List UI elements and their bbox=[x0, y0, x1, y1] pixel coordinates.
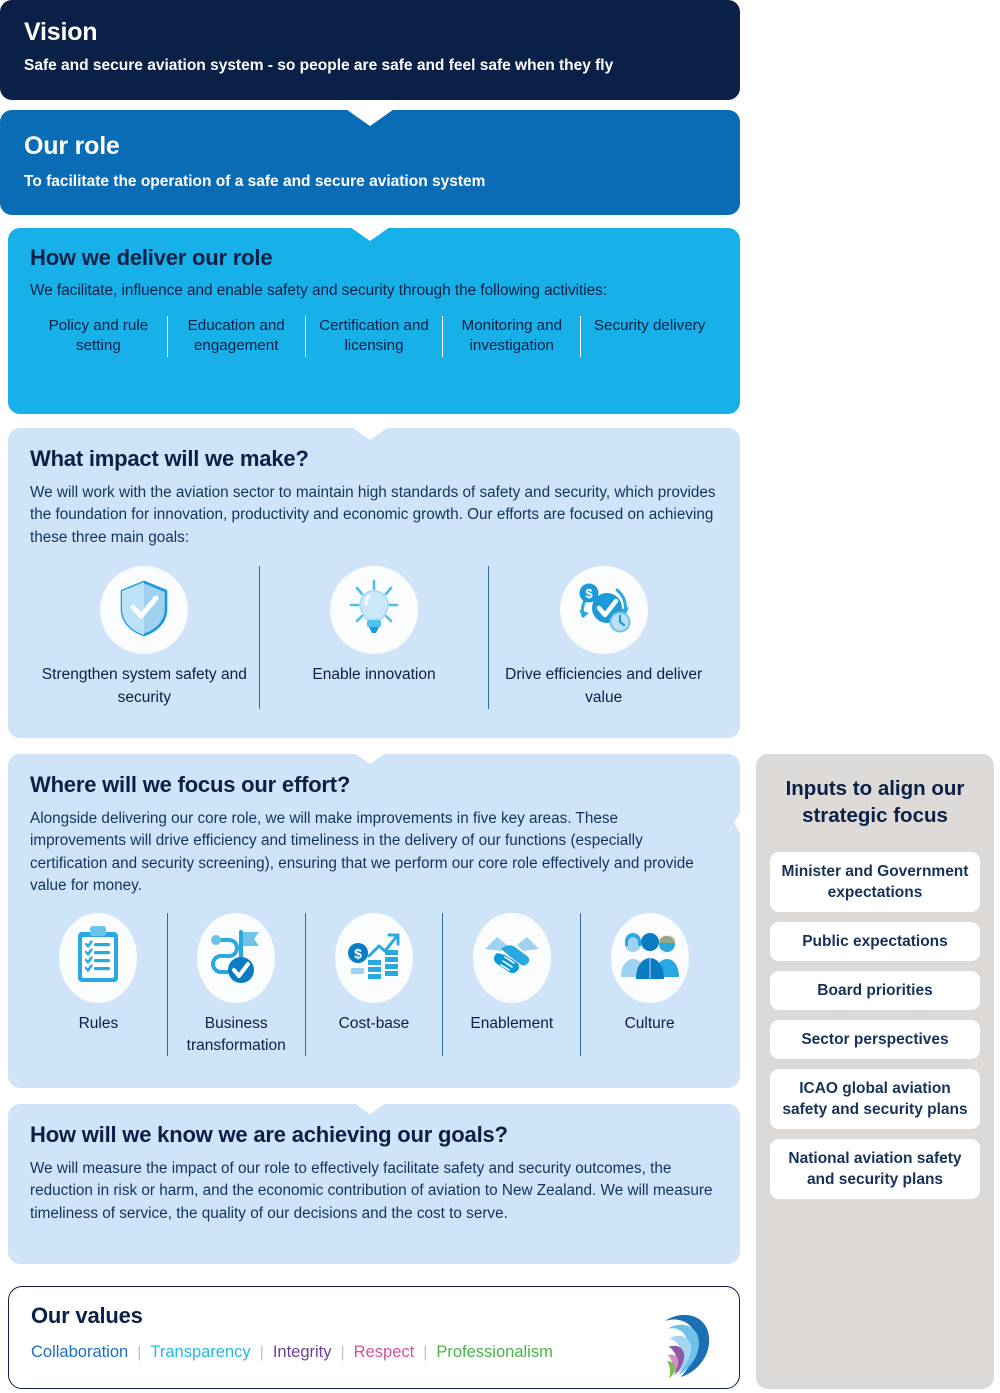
value-item: Collaboration bbox=[31, 1343, 129, 1361]
focus-area-label: Business transformation bbox=[186, 1014, 286, 1054]
vision-card bbox=[0, 0, 740, 100]
people-group-icon bbox=[619, 927, 681, 988]
our-role-title: Our role bbox=[24, 132, 120, 160]
input-chip: National aviation safety and security plans bbox=[770, 1139, 980, 1199]
input-chip: Sector perspectives bbox=[770, 1020, 980, 1059]
svg-text:$: $ bbox=[585, 585, 593, 601]
value-item: Professionalism bbox=[436, 1343, 553, 1361]
focus-card bbox=[8, 754, 740, 1088]
deliver-body: We facilitate, influence and enable safety and security through the following activities: bbox=[30, 282, 608, 299]
activity-item: Certification and licensing bbox=[305, 316, 443, 357]
goal-item bbox=[30, 566, 259, 709]
value-separator: | bbox=[259, 1344, 264, 1361]
deliver-title: How we deliver our role bbox=[30, 245, 273, 270]
focus-icon-container bbox=[335, 913, 413, 1003]
shield-check-icon bbox=[116, 578, 172, 643]
handshake-icon bbox=[481, 929, 543, 986]
focus-icon-container bbox=[197, 913, 275, 1003]
activity-item: Monitoring and investigation bbox=[442, 316, 580, 357]
focus-icon-container bbox=[611, 913, 689, 1003]
how-we-deliver-card bbox=[8, 228, 740, 414]
focus-area-label: Culture bbox=[624, 1014, 675, 1032]
measure-title: How will we know we are achieving our goals? bbox=[30, 1122, 508, 1147]
focus-title: Where will we focus our effort? bbox=[30, 772, 351, 797]
value-item: Transparency bbox=[150, 1343, 251, 1361]
impact-goals-row bbox=[30, 566, 718, 709]
our-values-card bbox=[8, 1286, 740, 1389]
measure-card bbox=[8, 1104, 740, 1264]
goal-label: Drive efficiencies and deliver value bbox=[505, 666, 703, 706]
goal-icon-container bbox=[330, 566, 418, 654]
activity-item: Security delivery bbox=[580, 316, 718, 357]
value-item: Respect bbox=[353, 1343, 415, 1361]
focus-icon-container bbox=[59, 913, 137, 1003]
goal-icon-container bbox=[100, 566, 188, 654]
our-values-title: Our values bbox=[31, 1303, 143, 1328]
focus-area-item bbox=[580, 913, 718, 1056]
activity-item: Education and engagement bbox=[167, 316, 305, 357]
our-role-body: To facilitate the operation of a safe and secure aviation system bbox=[24, 173, 486, 190]
measure-body: We will measure the impact of our role to effectively facilitate safety and security outcomes, the reduction in risk or harm, and the economic contribution of aviation to New Zealand. We will measure timeliness of service, the quality of our decisions and the cost to serve. bbox=[30, 1160, 713, 1222]
focus-areas-row bbox=[30, 913, 718, 1056]
input-chip: Public expectations bbox=[770, 922, 980, 961]
goal-icon-container bbox=[560, 566, 648, 654]
value-separator: | bbox=[423, 1344, 428, 1361]
focus-area-label: Rules bbox=[78, 1014, 119, 1032]
goal-label: Enable innovation bbox=[312, 666, 436, 684]
focus-icon-container bbox=[473, 913, 551, 1003]
path-flag-check-icon bbox=[207, 924, 265, 991]
money-growth-chart-icon bbox=[345, 926, 403, 989]
impact-body: We will work with the aviation sector to maintain high standards of safety and security, which provides the foundation for innovation, productivity and economic growth. Our efforts are focused on achieving these three main goals: bbox=[30, 484, 716, 546]
inputs-panel-title: Inputs to align our strategic focus bbox=[785, 777, 965, 827]
input-chip: Board priorities bbox=[770, 971, 980, 1010]
activities-list bbox=[30, 316, 718, 357]
focus-area-item bbox=[167, 913, 305, 1056]
value-item: Integrity bbox=[272, 1343, 332, 1361]
goal-label: Strengthen system safety and security bbox=[41, 666, 247, 706]
activity-item: Policy and rule setting bbox=[48, 316, 149, 355]
goal-item bbox=[488, 566, 718, 709]
focus-area-item bbox=[305, 913, 443, 1056]
focus-area-label: Cost-base bbox=[338, 1014, 410, 1032]
vision-body: Safe and secure aviation system - so people are safe and feel safe when they fly bbox=[24, 57, 614, 74]
focus-area-item bbox=[442, 913, 580, 1056]
focus-area-label: Enablement bbox=[470, 1014, 554, 1032]
lightbulb-icon bbox=[345, 578, 403, 643]
impact-card bbox=[8, 428, 740, 738]
clipboard-checklist-icon bbox=[72, 924, 124, 991]
input-chip: ICAO global aviation safety and security plans bbox=[770, 1069, 980, 1129]
svg-text:$: $ bbox=[354, 945, 362, 962]
value-separator: | bbox=[137, 1344, 142, 1361]
inputs-panel bbox=[756, 754, 994, 1389]
caa-koru-logo-icon bbox=[653, 1303, 721, 1379]
input-chip: Minister and Government expectations bbox=[770, 852, 980, 912]
goal-item bbox=[259, 566, 489, 709]
impact-title: What impact will we make? bbox=[30, 446, 309, 471]
value-separator: | bbox=[340, 1344, 345, 1361]
vision-title: Vision bbox=[24, 18, 98, 46]
focus-area-item bbox=[30, 913, 167, 1056]
money-cycle-check-icon bbox=[573, 578, 635, 643]
focus-body: Alongside delivering our core role, we will make improvements in five key areas. These improvements will drive efficiency and timeliness in the delivery of our functions (especially certification and security screening), ensuring that we perform our core role effectively and provide value for money. bbox=[30, 810, 694, 895]
values-list bbox=[31, 1343, 717, 1362]
